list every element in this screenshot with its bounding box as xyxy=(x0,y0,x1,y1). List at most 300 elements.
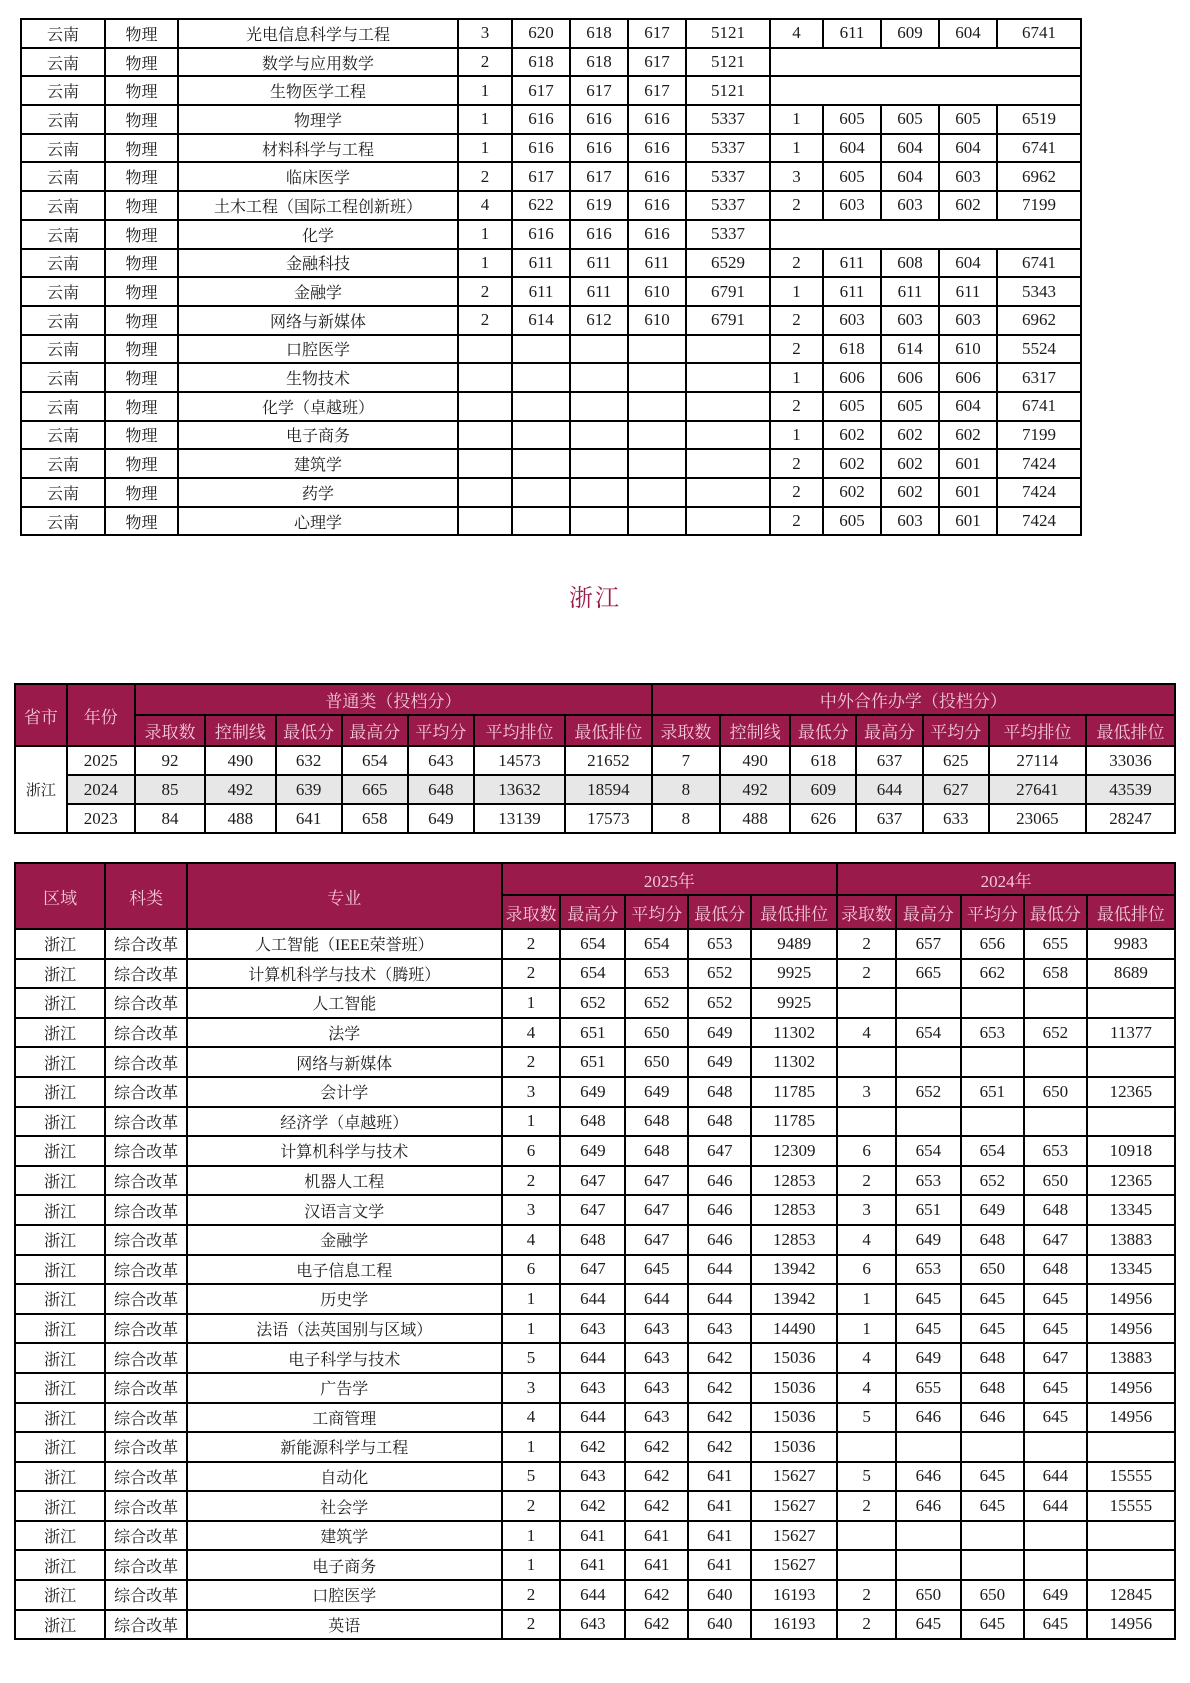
stat-2025-cell: 617 xyxy=(512,76,570,105)
major-cell: 自动化 xyxy=(187,1462,502,1492)
stat-2025-cell: 1 xyxy=(502,1314,561,1344)
stat-2025-cell xyxy=(458,507,512,536)
stat-2025-cell: 649 xyxy=(688,1018,751,1048)
yunnan-row xyxy=(21,421,1081,450)
major-cell: 建筑学 xyxy=(178,449,458,478)
stat-2025-cell xyxy=(570,449,628,478)
region-cell: 云南 xyxy=(21,105,105,134)
stat-2025-cell: 648 xyxy=(688,1077,751,1107)
stat-2025-cell: 643 xyxy=(625,1403,688,1433)
major-cell: 计算机科学与技术 xyxy=(187,1136,502,1166)
stat-2024-cell: 4 xyxy=(837,1018,896,1048)
yunnan-row xyxy=(21,220,1081,249)
stat-2025-cell: 1 xyxy=(502,988,561,1018)
intl-stat-cell: 28247 xyxy=(1086,804,1175,833)
stat-2025-cell: 15627 xyxy=(751,1462,837,1492)
stat-2024-cell: 657 xyxy=(896,929,961,959)
region-cell: 云南 xyxy=(21,421,105,450)
stat-2025-cell: 647 xyxy=(560,1166,625,1196)
stat-2025-cell xyxy=(686,507,770,536)
stat-2025-cell xyxy=(458,392,512,421)
stat-2025-cell: 641 xyxy=(688,1491,751,1521)
intl-stat-cell: 8 xyxy=(652,775,720,804)
major-cell: 电子商务 xyxy=(187,1550,502,1580)
major-row xyxy=(15,1107,1175,1137)
stat-2024-cell: 2 xyxy=(770,449,823,478)
stat-2024-cell: 2 xyxy=(837,1166,896,1196)
major-cell: 经济学（卓越班） xyxy=(187,1107,502,1137)
stat-2024-cell: 6741 xyxy=(997,134,1081,163)
stat-2024-cell: 602 xyxy=(881,478,939,507)
intl-col-header: 最高分 xyxy=(856,715,922,746)
stat-2025-cell: 650 xyxy=(625,1047,688,1077)
stat-2025-cell: 642 xyxy=(688,1373,751,1403)
stat-2024-cell: 662 xyxy=(961,959,1024,989)
stat-2024-cell: 606 xyxy=(823,363,881,392)
stat-2025-cell: 12853 xyxy=(751,1166,837,1196)
stat-2024-cell: 7424 xyxy=(997,449,1081,478)
yunnan-row xyxy=(21,507,1081,536)
stat-2025-cell: 16193 xyxy=(751,1610,837,1640)
stat-2024-cell: 656 xyxy=(961,929,1024,959)
stat-2024-cell: 652 xyxy=(1024,1018,1087,1048)
stat-2024-cell: 6317 xyxy=(997,363,1081,392)
stat-2024-cell: 604 xyxy=(939,19,997,48)
group-header-2025: 2025年 xyxy=(502,863,838,895)
stat-2025-cell: 617 xyxy=(512,162,570,191)
stat-2025-cell: 12853 xyxy=(751,1225,837,1255)
stat-2025-cell: 652 xyxy=(560,988,625,1018)
stat-2024-cell xyxy=(896,1107,961,1137)
stat-2024-cell: 6 xyxy=(837,1136,896,1166)
major-row xyxy=(15,1403,1175,1433)
major-row xyxy=(15,1462,1175,1492)
stat-2024-cell: 605 xyxy=(939,105,997,134)
stat-2025-cell: 643 xyxy=(560,1462,625,1492)
stat-2024-cell: 601 xyxy=(939,478,997,507)
stat-2025-cell: 1 xyxy=(458,134,512,163)
yunnan-row xyxy=(21,162,1081,191)
y2025-col-header: 录取数 xyxy=(502,895,561,929)
stat-2024-cell: 2 xyxy=(770,306,823,335)
stat-2024-cell: 654 xyxy=(961,1136,1024,1166)
stat-2024-cell: 646 xyxy=(896,1462,961,1492)
stat-2024-cell: 646 xyxy=(896,1403,961,1433)
region-cell: 浙江 xyxy=(15,1403,105,1433)
stat-2024-cell: 652 xyxy=(896,1077,961,1107)
stat-2024-cell: 604 xyxy=(881,162,939,191)
stat-2025-cell: 15627 xyxy=(751,1491,837,1521)
stat-2025-cell: 5337 xyxy=(686,105,770,134)
stat-2024-cell: 603 xyxy=(823,306,881,335)
major-cell: 土木工程（国际工程创新班） xyxy=(178,191,458,220)
intl-stat-cell: 637 xyxy=(856,804,922,833)
stat-2024-cell xyxy=(1024,1107,1087,1137)
summary-table-head xyxy=(15,684,1175,746)
stat-2025-cell: 646 xyxy=(688,1195,751,1225)
stat-2024-cell: 602 xyxy=(881,421,939,450)
summary-subheader-row xyxy=(15,715,1175,746)
region-cell: 云南 xyxy=(21,392,105,421)
stat-2025-cell: 12853 xyxy=(751,1195,837,1225)
region-cell: 云南 xyxy=(21,134,105,163)
intl-stat-cell: 633 xyxy=(923,804,989,833)
stat-2024-cell: 650 xyxy=(961,1255,1024,1285)
major-row xyxy=(15,1521,1175,1551)
intl-stat-cell: 27114 xyxy=(989,746,1086,775)
stat-2025-cell xyxy=(458,478,512,507)
stat-2025-cell: 611 xyxy=(570,249,628,278)
stat-2024-cell: 646 xyxy=(961,1403,1024,1433)
stat-2024-cell: 645 xyxy=(961,1610,1024,1640)
stat-2025-cell: 616 xyxy=(512,220,570,249)
stat-2024-cell: 603 xyxy=(881,507,939,536)
stat-2025-cell: 9925 xyxy=(751,988,837,1018)
track-cell: 物理 xyxy=(105,249,178,278)
stat-2025-cell: 15627 xyxy=(751,1550,837,1580)
major-group-header-row xyxy=(15,863,1175,895)
stat-2024-cell xyxy=(1024,1550,1087,1580)
stat-2024-cell: 1 xyxy=(770,363,823,392)
stat-2024-cell: 13345 xyxy=(1087,1195,1175,1225)
track-cell: 物理 xyxy=(105,277,178,306)
major-cell: 金融学 xyxy=(187,1225,502,1255)
stat-2025-cell: 647 xyxy=(625,1225,688,1255)
track-cell: 综合改革 xyxy=(105,1195,187,1225)
stat-2024-cell: 9983 xyxy=(1087,929,1175,959)
stat-2024-cell xyxy=(1024,988,1087,1018)
stat-2024-cell: 14956 xyxy=(1087,1284,1175,1314)
stat-2025-cell: 616 xyxy=(628,191,686,220)
stat-2024-cell: 14956 xyxy=(1087,1610,1175,1640)
stat-2024-cell: 2 xyxy=(837,929,896,959)
intl-stat-cell: 23065 xyxy=(989,804,1086,833)
major-cell: 法学 xyxy=(187,1018,502,1048)
general-col-header: 平均排位 xyxy=(474,715,565,746)
group-header-general: 普通类（投档分） xyxy=(135,684,652,715)
stat-2025-cell: 2 xyxy=(458,306,512,335)
intl-stat-cell: 492 xyxy=(720,775,790,804)
region-cell: 云南 xyxy=(21,191,105,220)
major-cell: 电子科学与技术 xyxy=(187,1343,502,1373)
stat-2025-cell xyxy=(512,507,570,536)
track-cell: 物理 xyxy=(105,392,178,421)
stat-2025-cell xyxy=(570,363,628,392)
stat-2024-cell: 2 xyxy=(837,1491,896,1521)
stat-2024-cell: 602 xyxy=(823,421,881,450)
stat-2024-cell xyxy=(896,1047,961,1077)
major-cell: 电子信息工程 xyxy=(187,1255,502,1285)
major-row xyxy=(15,1580,1175,1610)
stat-2024-cell: 6741 xyxy=(997,249,1081,278)
yunnan-row xyxy=(21,48,1081,77)
stat-2024-cell: 5343 xyxy=(997,277,1081,306)
stat-2024-cell: 8689 xyxy=(1087,959,1175,989)
stat-2025-cell xyxy=(570,335,628,364)
stat-2024-cell: 645 xyxy=(896,1610,961,1640)
stat-2024-cell xyxy=(837,1521,896,1551)
stat-2024-cell: 605 xyxy=(823,507,881,536)
major-cell: 化学 xyxy=(178,220,458,249)
stat-2024-cell: 2 xyxy=(837,1610,896,1640)
stat-2025-cell: 611 xyxy=(570,277,628,306)
stat-2025-cell xyxy=(570,507,628,536)
track-cell: 物理 xyxy=(105,507,178,536)
stat-2025-cell: 5337 xyxy=(686,191,770,220)
stat-2024-cell xyxy=(837,1432,896,1462)
stat-2024-cell: 2 xyxy=(770,191,823,220)
stat-2025-cell: 648 xyxy=(560,1107,625,1137)
stat-2025-cell: 654 xyxy=(560,959,625,989)
intl-stat-cell: 625 xyxy=(923,746,989,775)
summary-group-header-row xyxy=(15,684,1175,715)
stat-2024-cell: 651 xyxy=(961,1077,1024,1107)
yunnan-row xyxy=(21,392,1081,421)
stat-2025-cell: 616 xyxy=(512,134,570,163)
stat-2025-cell: 6 xyxy=(502,1136,561,1166)
stat-2025-cell: 15036 xyxy=(751,1432,837,1462)
major-cell: 英语 xyxy=(187,1610,502,1640)
stat-2025-cell: 643 xyxy=(560,1373,625,1403)
stat-2024-cell: 604 xyxy=(939,249,997,278)
y2025-col-header: 最低分 xyxy=(688,895,751,929)
stat-2025-cell: 647 xyxy=(625,1166,688,1196)
region-cell: 浙江 xyxy=(15,959,105,989)
zhejiang-summary-table xyxy=(14,683,1176,834)
stat-2024-cell: 645 xyxy=(1024,1314,1087,1344)
stat-2024-cell: 650 xyxy=(1024,1166,1087,1196)
stat-2024-cell xyxy=(1087,1047,1175,1077)
intl-col-header: 平均排位 xyxy=(989,715,1086,746)
stat-2024-cell xyxy=(837,1047,896,1077)
intl-stat-cell: 609 xyxy=(790,775,856,804)
stat-2025-cell: 618 xyxy=(570,19,628,48)
stat-2024-cell: 6741 xyxy=(997,392,1081,421)
stat-2025-cell: 652 xyxy=(688,959,751,989)
stat-2025-cell: 618 xyxy=(570,48,628,77)
stat-2025-cell: 2 xyxy=(502,929,561,959)
stat-2025-cell: 5 xyxy=(502,1343,561,1373)
stat-2025-cell: 642 xyxy=(560,1432,625,1462)
stat-2024-cell: 654 xyxy=(896,1136,961,1166)
yunnan-table-body xyxy=(21,19,1081,535)
stat-2024-cell: 648 xyxy=(961,1225,1024,1255)
yunnan-row xyxy=(21,105,1081,134)
yunnan-row xyxy=(21,134,1081,163)
summary-row xyxy=(15,804,1175,833)
stat-2024-cell: 645 xyxy=(961,1491,1024,1521)
stat-2024-cell: 6962 xyxy=(997,162,1081,191)
stat-2025-cell: 3 xyxy=(458,19,512,48)
stat-2025-cell: 650 xyxy=(625,1018,688,1048)
stat-2025-cell xyxy=(628,421,686,450)
stat-2025-cell: 5121 xyxy=(686,76,770,105)
stat-2025-cell: 649 xyxy=(560,1136,625,1166)
col-header-track: 科类 xyxy=(105,863,187,929)
yunnan-row xyxy=(21,76,1081,105)
stat-2025-cell: 642 xyxy=(625,1610,688,1640)
region-cell: 云南 xyxy=(21,220,105,249)
major-cell: 广告学 xyxy=(187,1373,502,1403)
group-header-intl: 中外合作办学（投档分） xyxy=(652,684,1175,715)
stat-2025-cell: 642 xyxy=(625,1432,688,1462)
stat-2024-cell: 610 xyxy=(939,335,997,364)
region-cell: 云南 xyxy=(21,19,105,48)
major-row xyxy=(15,1314,1175,1344)
major-row xyxy=(15,959,1175,989)
stat-2024-cell: 2 xyxy=(837,959,896,989)
region-cell: 浙江 xyxy=(15,1373,105,1403)
stat-2025-cell: 617 xyxy=(628,48,686,77)
stat-2025-cell: 5337 xyxy=(686,220,770,249)
stat-2024-cell: 4 xyxy=(837,1373,896,1403)
stat-2024-cell-empty-merged xyxy=(770,76,1081,105)
general-stat-cell: 632 xyxy=(276,746,342,775)
group-header-2024: 2024年 xyxy=(837,863,1175,895)
intl-col-header: 录取数 xyxy=(652,715,720,746)
yunnan-row xyxy=(21,478,1081,507)
major-row xyxy=(15,1195,1175,1225)
general-col-header: 平均分 xyxy=(408,715,474,746)
region-cell: 浙江 xyxy=(15,1107,105,1137)
stat-2024-cell: 650 xyxy=(896,1580,961,1610)
stat-2024-cell: 604 xyxy=(939,134,997,163)
stat-2025-cell xyxy=(512,421,570,450)
stat-2025-cell: 641 xyxy=(688,1521,751,1551)
stat-2024-cell: 3 xyxy=(770,162,823,191)
stat-2025-cell: 654 xyxy=(625,929,688,959)
stat-2025-cell: 614 xyxy=(512,306,570,335)
stat-2025-cell xyxy=(628,363,686,392)
stat-2025-cell: 611 xyxy=(512,277,570,306)
stat-2024-cell: 605 xyxy=(823,392,881,421)
stat-2025-cell: 640 xyxy=(688,1580,751,1610)
general-stat-cell: 639 xyxy=(276,775,342,804)
stat-2024-cell: 611 xyxy=(881,277,939,306)
stat-2024-cell: 7424 xyxy=(997,507,1081,536)
stat-2024-cell: 645 xyxy=(961,1284,1024,1314)
stat-2024-cell: 2 xyxy=(770,392,823,421)
col-header-major: 专业 xyxy=(187,863,502,929)
stat-2024-cell-empty-merged xyxy=(770,220,1081,249)
stat-2024-cell: 603 xyxy=(939,162,997,191)
stat-2025-cell: 622 xyxy=(512,191,570,220)
stat-2025-cell xyxy=(570,421,628,450)
stat-2025-cell: 642 xyxy=(688,1432,751,1462)
intl-stat-cell: 27641 xyxy=(989,775,1086,804)
stat-2024-cell xyxy=(961,1550,1024,1580)
stat-2024-cell: 645 xyxy=(1024,1403,1087,1433)
stat-2024-cell: 648 xyxy=(961,1343,1024,1373)
region-cell: 浙江 xyxy=(15,1255,105,1285)
stat-2024-cell xyxy=(837,1107,896,1137)
stat-2025-cell: 616 xyxy=(570,134,628,163)
intl-stat-cell: 626 xyxy=(790,804,856,833)
track-cell: 综合改革 xyxy=(105,1343,187,1373)
stat-2025-cell: 15627 xyxy=(751,1521,837,1551)
stat-2025-cell: 653 xyxy=(625,959,688,989)
stat-2024-cell: 665 xyxy=(896,959,961,989)
stat-2024-cell: 13883 xyxy=(1087,1225,1175,1255)
track-cell: 物理 xyxy=(105,306,178,335)
region-cell: 浙江 xyxy=(15,1284,105,1314)
stat-2025-cell xyxy=(512,449,570,478)
stat-2024-cell xyxy=(1024,1047,1087,1077)
region-cell: 云南 xyxy=(21,335,105,364)
track-cell: 物理 xyxy=(105,191,178,220)
region-cell: 浙江 xyxy=(15,929,105,959)
stat-2024-cell: 601 xyxy=(939,449,997,478)
stat-2025-cell: 643 xyxy=(560,1314,625,1344)
stat-2024-cell: 12365 xyxy=(1087,1077,1175,1107)
stat-2024-cell: 611 xyxy=(823,277,881,306)
general-stat-cell: 665 xyxy=(342,775,408,804)
general-col-header: 最高分 xyxy=(342,715,408,746)
stat-2024-cell: 645 xyxy=(896,1284,961,1314)
region-cell: 浙江 xyxy=(15,1314,105,1344)
stat-2025-cell: 642 xyxy=(625,1491,688,1521)
region-cell: 浙江 xyxy=(15,1343,105,1373)
stat-2025-cell: 616 xyxy=(628,105,686,134)
major-cell: 人工智能 xyxy=(187,988,502,1018)
stat-2024-cell: 602 xyxy=(823,449,881,478)
stat-2024-cell: 2 xyxy=(770,335,823,364)
stat-2024-cell: 1 xyxy=(770,277,823,306)
region-cell: 浙江 xyxy=(15,988,105,1018)
major-row xyxy=(15,929,1175,959)
major-cell: 物理学 xyxy=(178,105,458,134)
major-cell: 计算机科学与技术（腾班） xyxy=(187,959,502,989)
stat-2025-cell: 2 xyxy=(502,1610,561,1640)
region-cell: 云南 xyxy=(21,363,105,392)
stat-2025-cell: 610 xyxy=(628,277,686,306)
region-cell: 浙江 xyxy=(15,1166,105,1196)
stat-2024-cell: 13345 xyxy=(1087,1255,1175,1285)
stat-2025-cell: 642 xyxy=(625,1580,688,1610)
stat-2024-cell: 653 xyxy=(961,1018,1024,1048)
stat-2024-cell: 6 xyxy=(837,1255,896,1285)
stat-2025-cell: 644 xyxy=(560,1343,625,1373)
summary-row xyxy=(15,775,1175,804)
stat-2025-cell xyxy=(570,392,628,421)
y2025-col-header: 最低排位 xyxy=(751,895,837,929)
stat-2024-cell xyxy=(961,1432,1024,1462)
region-cell: 浙江 xyxy=(15,1491,105,1521)
stat-2024-cell: 647 xyxy=(1024,1225,1087,1255)
stat-2025-cell: 648 xyxy=(560,1225,625,1255)
stat-2024-cell: 648 xyxy=(961,1373,1024,1403)
stat-2025-cell: 6 xyxy=(502,1255,561,1285)
stat-2025-cell: 647 xyxy=(560,1195,625,1225)
major-row xyxy=(15,1610,1175,1640)
stat-2024-cell: 647 xyxy=(1024,1343,1087,1373)
stat-2025-cell xyxy=(458,449,512,478)
stat-2024-cell: 611 xyxy=(823,19,881,48)
region-cell: 云南 xyxy=(21,306,105,335)
stat-2024-cell xyxy=(896,988,961,1018)
stat-2025-cell xyxy=(686,392,770,421)
stat-2025-cell: 9489 xyxy=(751,929,837,959)
stat-2025-cell: 616 xyxy=(628,134,686,163)
stat-2025-cell xyxy=(686,363,770,392)
y2025-col-header: 平均分 xyxy=(625,895,688,929)
region-cell: 浙江 xyxy=(15,1432,105,1462)
major-cell: 法语（法英国别与区域） xyxy=(187,1314,502,1344)
stat-2025-cell xyxy=(458,421,512,450)
major-cell: 临床医学 xyxy=(178,162,458,191)
track-cell: 物理 xyxy=(105,335,178,364)
stat-2024-cell xyxy=(837,988,896,1018)
